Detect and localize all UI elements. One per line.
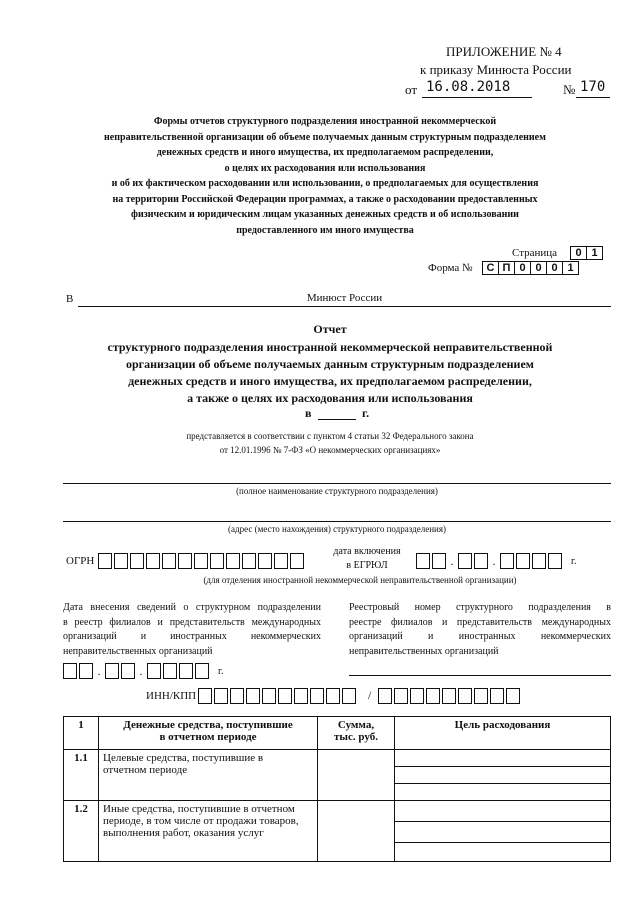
kpp-cell[interactable] <box>410 688 424 704</box>
forms-title-line: денежных средств и иного имущества, их предполагаемом распределении, <box>156 147 494 158</box>
kpp-cells[interactable] <box>378 688 520 704</box>
page-cell: 1 <box>586 246 603 260</box>
report-title: Отчет <box>313 322 347 336</box>
ogrn-cell[interactable] <box>130 553 144 569</box>
full-name-caption: (полное наименование структурного подразделения) <box>236 486 438 496</box>
ogrn-cell[interactable] <box>98 553 112 569</box>
kpp-cell[interactable] <box>458 688 472 704</box>
ogrn-cell[interactable] <box>194 553 208 569</box>
registry-year-suffix: г. <box>218 666 224 677</box>
date-cell[interactable] <box>79 663 93 679</box>
row-description <box>99 750 318 801</box>
ogrn-cell[interactable] <box>114 553 128 569</box>
inn-cell[interactable] <box>246 688 260 704</box>
page-label: Страница <box>512 247 558 259</box>
address-caption: (адрес (место нахождения) структурного подразделения) <box>228 524 446 534</box>
date-dot: . <box>450 554 454 568</box>
form-cell: 0 <box>546 261 563 275</box>
table-row <box>64 801 611 862</box>
form-number-cells <box>482 261 579 275</box>
ogrn-cell[interactable] <box>162 553 176 569</box>
inn-cell[interactable] <box>214 688 228 704</box>
row-amount-cell[interactable] <box>318 750 395 801</box>
ogrn-cells[interactable] <box>98 553 304 569</box>
report-subject-line: структурного подразделения иностранной некоммерческой неправительственной <box>107 340 553 354</box>
inn-cell[interactable] <box>342 688 356 704</box>
row-description-line: отчетном периоде <box>103 764 188 776</box>
header-funds-line: Денежные средства, поступившие <box>123 719 293 731</box>
row-description-line: периоде, в том числе от продажи товаров, <box>103 815 299 827</box>
date-prefix: от <box>405 82 418 97</box>
header-purpose: Цель расходования <box>395 717 611 750</box>
forms-title-line: предоставленного им иного имущества <box>236 224 414 236</box>
registry-number-line: реестре филиалов и представительств международных <box>349 616 611 628</box>
purpose-line[interactable] <box>395 750 610 767</box>
report-subject-line: а также о целях их расходования или использования <box>187 391 473 405</box>
address-field[interactable] <box>63 521 611 522</box>
recipient-prefix: В <box>66 293 74 305</box>
ogrn-cell[interactable] <box>226 553 240 569</box>
date-cell[interactable] <box>516 553 530 569</box>
form-cell: 0 <box>514 261 531 275</box>
forms-title-line: и об их фактическом расходовании или использовании, о предполагаемых для осуществления <box>111 178 539 189</box>
inn-cell[interactable] <box>294 688 308 704</box>
inclusion-date-label: в ЕГРЮЛ <box>346 560 388 571</box>
inn-cell[interactable] <box>278 688 292 704</box>
report-subject <box>30 339 630 407</box>
legal-basis-line: от 12.01.1996 № 7-ФЗ «О некоммерческих организациях» <box>219 445 441 455</box>
table-header-row <box>64 717 611 750</box>
form-cell: 1 <box>562 261 579 275</box>
recipient-underline <box>78 306 611 307</box>
date-cell[interactable] <box>195 663 209 679</box>
kpp-cell[interactable] <box>442 688 456 704</box>
report-year-field[interactable] <box>318 419 356 420</box>
report-subject-line: денежных средств и иного имущества, их предполагаемом распределении, <box>128 374 532 388</box>
ogrn-cell[interactable] <box>274 553 288 569</box>
kpp-cell[interactable] <box>378 688 392 704</box>
inn-cells[interactable] <box>198 688 356 704</box>
registry-number-field[interactable] <box>349 675 611 676</box>
inn-cell[interactable] <box>262 688 276 704</box>
forms-title-line: неправительственной организации об объеме получаемых данным структурным подразделением <box>104 131 546 143</box>
row-description-line: выполнения работ, оказания услуг <box>103 827 264 839</box>
date-cell[interactable] <box>432 553 446 569</box>
registry-date-line: Дата внесения сведений о структурном подразделении <box>63 602 321 613</box>
forms-title-line: на территории Российской Федерации программах, а также о расходовании предоставленных <box>112 193 538 205</box>
form-cell: 0 <box>530 261 547 275</box>
inclusion-date-label: дата включения <box>333 546 401 557</box>
date-dot: . <box>97 664 101 678</box>
purpose-line[interactable] <box>395 767 610 784</box>
date-cell[interactable] <box>147 663 161 679</box>
header-amount-line: Сумма, <box>337 719 375 731</box>
date-cell[interactable] <box>121 663 135 679</box>
registry-date-line: неправительственных организаций <box>63 645 213 657</box>
date-cell[interactable] <box>179 663 193 679</box>
forms-title-line: о целях их расходования или использования <box>224 162 426 174</box>
header-num: 1 <box>64 717 99 750</box>
ogrn-cell[interactable] <box>258 553 272 569</box>
row-description <box>99 801 318 862</box>
date-dot: . <box>492 554 496 568</box>
header-funds-line: в отчетном периоде <box>159 731 257 743</box>
date-cell[interactable] <box>474 553 488 569</box>
number-prefix: № <box>563 82 576 97</box>
forms-title-line: физическим и юридическим лицам указанных денежных средств и об использовании <box>131 209 519 220</box>
row-purpose-cell[interactable] <box>395 750 611 801</box>
ogrn-cell[interactable] <box>242 553 256 569</box>
purpose-line[interactable] <box>395 801 610 822</box>
ogrn-cell[interactable] <box>178 553 192 569</box>
form-label: Форма № <box>428 262 473 274</box>
table-row <box>64 750 611 801</box>
registry-date-line: организаций и иностранных некоммерческих <box>63 631 321 642</box>
date-cell[interactable] <box>532 553 546 569</box>
kpp-cell[interactable] <box>394 688 408 704</box>
row-description-line: Целевые средства, поступившие в <box>103 752 264 764</box>
date-cell[interactable] <box>163 663 177 679</box>
registry-number-description <box>349 601 611 659</box>
inn-kpp-label: ИНН/КПП <box>146 690 197 702</box>
inn-cell[interactable] <box>230 688 244 704</box>
ogrn-note: (для отделения иностранной некоммерческой неправительственной организации) <box>203 575 517 585</box>
kpp-cell[interactable] <box>474 688 488 704</box>
inclusion-date-cells[interactable] <box>416 553 562 569</box>
inn-kpp-separator: / <box>368 688 372 702</box>
number-underline <box>576 97 610 98</box>
inn-cell[interactable] <box>326 688 340 704</box>
date-dot: . <box>139 664 143 678</box>
registry-date-cells[interactable] <box>63 663 209 679</box>
date-cell[interactable] <box>416 553 430 569</box>
registry-number-line: организаций и иностранных некоммерческих <box>349 631 611 642</box>
purpose-line[interactable] <box>395 822 610 843</box>
forms-title-line: Формы отчетов структурного подразделения иностранной некоммерческой <box>153 116 497 127</box>
kpp-cell[interactable] <box>506 688 520 704</box>
row-amount-cell[interactable] <box>318 801 395 862</box>
form-cell: П <box>498 261 515 275</box>
order-number: 170 <box>580 79 606 95</box>
header-amount <box>318 717 395 750</box>
page-number-cells <box>570 246 603 260</box>
date-cell[interactable] <box>458 553 472 569</box>
date-cell[interactable] <box>63 663 77 679</box>
ogrn-cell[interactable] <box>146 553 160 569</box>
ogrn-cell[interactable] <box>290 553 304 569</box>
registry-number-line: Реестровый номер структурного подразделения в <box>349 602 611 613</box>
date-cell[interactable] <box>548 553 562 569</box>
full-name-field[interactable] <box>63 483 611 484</box>
inn-cell[interactable] <box>310 688 324 704</box>
date-cell[interactable] <box>105 663 119 679</box>
recipient-value: Минюст России <box>306 292 383 304</box>
kpp-cell[interactable] <box>490 688 504 704</box>
kpp-cell[interactable] <box>426 688 440 704</box>
row-purpose-cell[interactable] <box>395 801 611 862</box>
row-num: 1.1 <box>64 750 99 801</box>
report-subject-line: организации об объеме получаемых данным структурным подразделением <box>126 357 534 371</box>
report-year-suffix: г. <box>362 406 370 420</box>
page-cell: 0 <box>570 246 587 260</box>
registry-number-line: неправительственных организаций <box>349 645 499 657</box>
inn-cell[interactable] <box>198 688 212 704</box>
registry-date-description <box>63 601 321 659</box>
order-reference: к приказу Минюста России <box>420 62 572 77</box>
legal-basis-line: представляется в соответствии с пунктом 4 статьи 32 Федерального закона <box>186 431 474 441</box>
header-amount-line: тыс. руб. <box>334 731 378 743</box>
appendix-title: ПРИЛОЖЕНИЕ № 4 <box>446 44 562 59</box>
ogrn-label: ОГРН <box>66 555 95 567</box>
date-cell[interactable] <box>500 553 514 569</box>
date-underline <box>422 97 532 98</box>
ogrn-cell[interactable] <box>210 553 224 569</box>
form-cell: С <box>482 261 499 275</box>
report-year-prefix: в <box>305 406 312 420</box>
row-description-line: Иные средства, поступившие в отчетном <box>103 803 295 815</box>
funds-table <box>63 716 611 862</box>
row-num: 1.2 <box>64 801 99 862</box>
registry-date-line: в реестр филиалов и представительств международных <box>63 616 321 628</box>
header-funds <box>99 717 318 750</box>
inclusion-year-suffix: г. <box>571 556 577 567</box>
order-date: 16.08.2018 <box>426 79 511 95</box>
forms-title <box>40 114 610 238</box>
